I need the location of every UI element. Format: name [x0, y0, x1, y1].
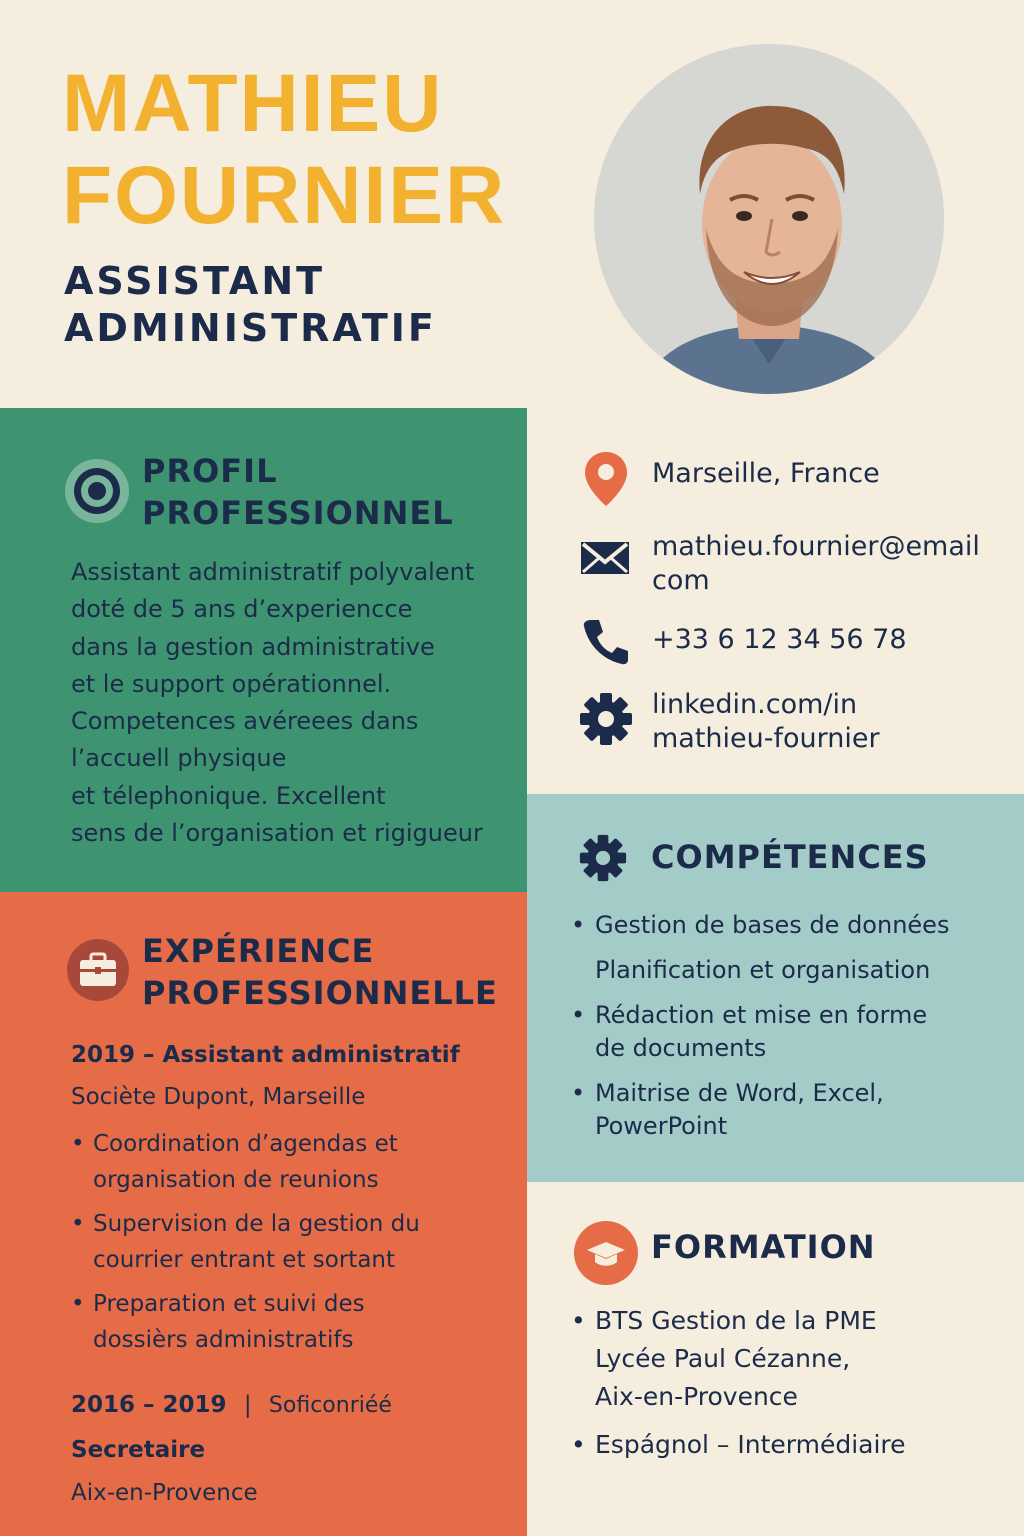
task-line: • Coordination d’agendas et: [93, 1131, 398, 1157]
education-heading: FORMATION: [651, 1228, 876, 1266]
linkedin-line1: linkedin.com/in: [652, 689, 858, 720]
profile-section: [0, 408, 527, 892]
list-item: [571, 954, 1011, 987]
list-item: [571, 909, 1011, 942]
list-item: [71, 1126, 511, 1198]
list-item: [571, 1426, 1011, 1464]
skill-line: • Rédaction et mise en forme: [595, 1001, 928, 1029]
phone-icon: [581, 616, 631, 666]
language-skill: • Espágnol – Intermédiaire: [595, 1430, 906, 1459]
skill-line: de documents: [595, 1034, 767, 1062]
skill-line: Planification et organisation: [595, 956, 931, 984]
experience-heading-line2: PROFESSIONNELLE: [142, 974, 498, 1012]
target-icon: [64, 458, 130, 524]
graduation-cap-icon: [573, 1220, 639, 1286]
job2-header: [71, 1388, 392, 1423]
list-item: [71, 1286, 511, 1358]
gear-icon: [579, 834, 627, 882]
profile-line: Assistant administratif polyvalent: [71, 558, 475, 586]
task-line: organisation de reunions: [93, 1167, 379, 1193]
job2-title: Secretaire: [71, 1437, 206, 1463]
job2-location: Aix-en-Provence: [71, 1480, 258, 1506]
job-title: [64, 258, 437, 352]
task-line: • Preparation et suivi des: [93, 1291, 365, 1317]
list-item: [571, 1302, 1011, 1416]
job1-title: 2019 – Assistant administratif: [71, 1042, 460, 1068]
first-name: MATHIEU: [62, 58, 444, 149]
experience-section: [0, 892, 527, 1536]
skills-section: [527, 794, 1024, 1182]
contact-section: [527, 408, 1024, 794]
linkedin-link[interactable]: [652, 688, 880, 756]
profile-line: et le support opérationnel.: [71, 669, 392, 698]
list-item: [71, 1206, 511, 1278]
candidate-name: [62, 58, 506, 242]
skill-line: • Gestion de bases de données: [595, 911, 950, 939]
skills-heading: COMPÉTENCES: [651, 838, 929, 876]
phone-text[interactable]: +33 6 12 34 56 78: [652, 624, 907, 655]
last-name: FOURNIER: [62, 150, 507, 241]
separator: |: [243, 1392, 252, 1418]
gear-icon: [579, 692, 633, 746]
school-city: Aix-en-Provence: [595, 1382, 798, 1411]
task-line: • Supervision de la gestion du: [93, 1211, 420, 1237]
education-section: [527, 1182, 1024, 1536]
profile-line: sens de l’organisation et rigigueur: [71, 819, 483, 848]
degree: • BTS Gestion de la PME: [595, 1306, 877, 1335]
job1-company: Sociète Dupont, Marseille: [71, 1084, 366, 1110]
list-item: [571, 1077, 1011, 1143]
location-pin-icon: [582, 450, 630, 508]
email-link[interactable]: [652, 530, 980, 598]
job2-company: Soficonriéé: [268, 1393, 392, 1418]
envelope-icon: [579, 538, 631, 578]
skill-line: • Maitrise de Word, Excel,: [595, 1079, 884, 1107]
profile-line: l’accuell physique: [71, 744, 287, 773]
experience-heading-line1: EXPÉRIENCE: [142, 932, 375, 970]
email-line2: com: [652, 565, 710, 596]
location-text: Marseille, France: [652, 458, 880, 489]
job2-dates: 2016 – 2019: [71, 1392, 227, 1418]
profile-heading-line1: PROFIL: [142, 452, 278, 490]
profile-summary: [71, 554, 483, 852]
profile-line: et télephonique. Excellent: [71, 781, 386, 810]
job-title-line2: ADMINISTRATIF: [64, 306, 437, 350]
linkedin-line2: mathieu-fournier: [652, 723, 880, 754]
profile-heading-line2: PROFESSIONNEL: [142, 494, 454, 532]
portrait-illustration: [594, 44, 944, 394]
list-item: [571, 999, 1011, 1065]
skill-line: PowerPoint: [595, 1112, 728, 1140]
profile-line: Competences avéreees dans: [71, 707, 419, 736]
skills-list: [571, 909, 1011, 1143]
education-list: [571, 1302, 1011, 1464]
profile-line: dans la gestion administrative: [71, 632, 435, 661]
task-line: courrier entrant et sortant: [93, 1247, 396, 1273]
email-line1: mathieu.fournier@email: [652, 531, 980, 562]
school: Lycée Paul Cézanne,: [595, 1344, 851, 1373]
briefcase-icon: [66, 938, 130, 1002]
job1-tasks: [71, 1126, 511, 1358]
experience-heading: [142, 930, 498, 1014]
profile-photo: [594, 44, 944, 394]
task-line: dossièrs administratifs: [93, 1327, 354, 1353]
job-title-line1: ASSISTANT: [64, 259, 326, 303]
profile-heading: [142, 450, 454, 534]
profile-line: doté de 5 ans d’experiencce: [71, 595, 413, 624]
